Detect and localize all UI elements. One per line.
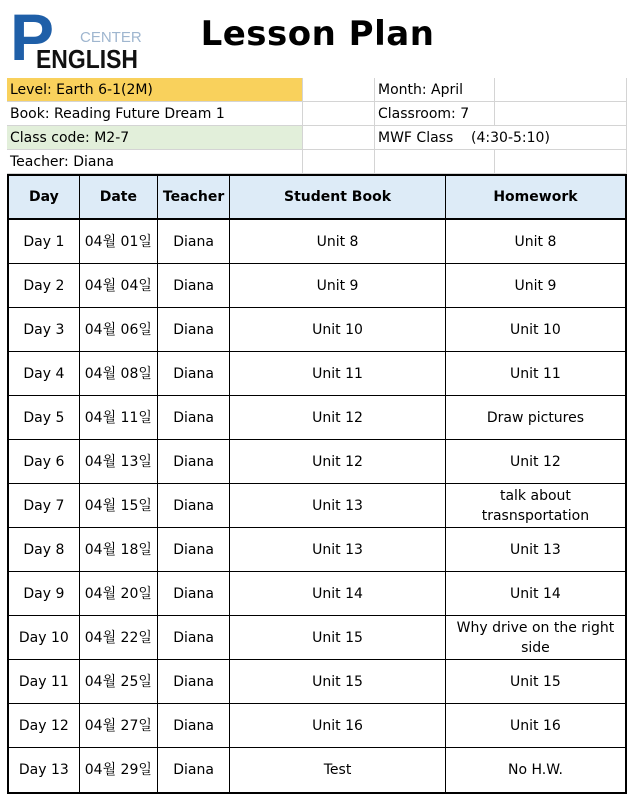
teacher-name-cell[interactable]: Diana bbox=[157, 352, 229, 396]
teacher-name-cell[interactable]: Diana bbox=[157, 308, 229, 352]
date-cell[interactable]: 04월 22일 bbox=[79, 616, 157, 660]
table-row bbox=[8, 440, 626, 484]
book-cell[interactable]: Book: Reading Future Dream 1 bbox=[7, 102, 303, 126]
homework-cell[interactable]: Unit 16 bbox=[445, 704, 626, 748]
empty-cell[interactable] bbox=[495, 102, 627, 126]
teacher-name-cell[interactable]: Diana bbox=[157, 660, 229, 704]
day-cell[interactable]: Day 2 bbox=[8, 264, 79, 308]
empty-cell[interactable] bbox=[375, 150, 495, 174]
day-cell[interactable]: Day 1 bbox=[8, 219, 79, 264]
teacher-name-cell[interactable]: Diana bbox=[157, 264, 229, 308]
teacher-name-cell[interactable]: Diana bbox=[157, 440, 229, 484]
student-book-cell[interactable]: Unit 15 bbox=[230, 660, 446, 704]
empty-cell[interactable] bbox=[495, 78, 627, 102]
homework-cell[interactable]: Unit 11 bbox=[445, 352, 626, 396]
svg-text:P: P bbox=[10, 0, 55, 74]
lesson-plan-table bbox=[7, 174, 627, 794]
table-row bbox=[8, 704, 626, 748]
svg-text:CENTER: CENTER bbox=[80, 29, 142, 46]
teacher-name-cell[interactable]: Diana bbox=[157, 484, 229, 528]
student-book-cell[interactable]: Unit 13 bbox=[230, 484, 446, 528]
homework-cell[interactable]: Unit 10 bbox=[445, 308, 626, 352]
header-date[interactable]: Date bbox=[79, 175, 157, 219]
date-cell[interactable]: 04월 06일 bbox=[79, 308, 157, 352]
date-cell[interactable]: 04월 27일 bbox=[79, 704, 157, 748]
student-book-cell[interactable]: Unit 15 bbox=[230, 616, 446, 660]
date-cell[interactable]: 04월 13일 bbox=[79, 440, 157, 484]
empty-cell[interactable] bbox=[303, 78, 375, 102]
homework-cell[interactable]: No H.W. bbox=[445, 748, 626, 794]
homework-cell[interactable]: Why drive on the right side bbox=[445, 616, 626, 660]
day-cell[interactable]: Day 13 bbox=[8, 748, 79, 794]
empty-cell[interactable] bbox=[303, 150, 375, 174]
homework-cell[interactable]: Unit 15 bbox=[445, 660, 626, 704]
date-cell[interactable]: 04월 04일 bbox=[79, 264, 157, 308]
teacher-name-cell[interactable]: Diana bbox=[157, 616, 229, 660]
table-row bbox=[8, 219, 626, 264]
header-day[interactable]: Day bbox=[8, 175, 79, 219]
page-title: Lesson Plan bbox=[200, 14, 435, 54]
teacher-name-cell[interactable]: Diana bbox=[157, 528, 229, 572]
date-cell[interactable]: 04월 15일 bbox=[79, 484, 157, 528]
table-row bbox=[8, 748, 626, 794]
month-cell[interactable]: Month: April bbox=[375, 78, 495, 102]
homework-cell[interactable]: talk about trasnsportation bbox=[445, 484, 626, 528]
header-homework[interactable]: Homework bbox=[445, 175, 626, 219]
teacher-cell[interactable]: Teacher: Diana bbox=[7, 150, 303, 174]
student-book-cell[interactable]: Unit 12 bbox=[230, 396, 446, 440]
empty-cell[interactable] bbox=[495, 150, 627, 174]
homework-cell[interactable]: Draw pictures bbox=[445, 396, 626, 440]
day-cell[interactable]: Day 11 bbox=[8, 660, 79, 704]
teacher-name-cell[interactable]: Diana bbox=[157, 572, 229, 616]
table-row bbox=[8, 352, 626, 396]
teacher-name-cell[interactable]: Diana bbox=[157, 396, 229, 440]
table-row bbox=[8, 660, 626, 704]
date-cell[interactable]: 04월 29일 bbox=[79, 748, 157, 794]
day-cell[interactable]: Day 4 bbox=[8, 352, 79, 396]
day-cell[interactable]: Day 5 bbox=[8, 396, 79, 440]
header-teacher[interactable]: Teacher bbox=[157, 175, 229, 219]
student-book-cell[interactable]: Test bbox=[230, 748, 446, 794]
date-cell[interactable]: 04월 25일 bbox=[79, 660, 157, 704]
day-cell[interactable]: Day 3 bbox=[8, 308, 79, 352]
homework-cell[interactable]: Unit 9 bbox=[445, 264, 626, 308]
table-row bbox=[8, 528, 626, 572]
table-row bbox=[8, 572, 626, 616]
table-row bbox=[8, 308, 626, 352]
student-book-cell[interactable]: Unit 13 bbox=[230, 528, 446, 572]
student-book-cell[interactable]: Unit 12 bbox=[230, 440, 446, 484]
schedule-cell[interactable]: MWF Class (4:30-5:10) bbox=[375, 126, 627, 150]
table-row bbox=[8, 484, 626, 528]
student-book-cell[interactable]: Unit 14 bbox=[230, 572, 446, 616]
level-cell[interactable]: Level: Earth 6-1(2M) bbox=[7, 78, 303, 102]
teacher-name-cell[interactable]: Diana bbox=[157, 219, 229, 264]
svg-text:ENGLISH: ENGLISH bbox=[36, 44, 138, 74]
header-student-book[interactable]: Student Book bbox=[230, 175, 446, 219]
teacher-name-cell[interactable]: Diana bbox=[157, 748, 229, 794]
teacher-name-cell[interactable]: Diana bbox=[157, 704, 229, 748]
homework-cell[interactable]: Unit 14 bbox=[445, 572, 626, 616]
classroom-cell[interactable]: Classroom: 7 bbox=[375, 102, 495, 126]
student-book-cell[interactable]: Unit 16 bbox=[230, 704, 446, 748]
date-cell[interactable]: 04월 08일 bbox=[79, 352, 157, 396]
day-cell[interactable]: Day 7 bbox=[8, 484, 79, 528]
student-book-cell[interactable]: Unit 8 bbox=[230, 219, 446, 264]
day-cell[interactable]: Day 8 bbox=[8, 528, 79, 572]
date-cell[interactable]: 04월 11일 bbox=[79, 396, 157, 440]
empty-cell[interactable] bbox=[303, 102, 375, 126]
date-cell[interactable]: 04월 18일 bbox=[79, 528, 157, 572]
date-cell[interactable]: 04월 01일 bbox=[79, 219, 157, 264]
center-english-logo bbox=[10, 0, 142, 74]
student-book-cell[interactable]: Unit 9 bbox=[230, 264, 446, 308]
date-cell[interactable]: 04월 20일 bbox=[79, 572, 157, 616]
student-book-cell[interactable]: Unit 11 bbox=[230, 352, 446, 396]
class-info-grid bbox=[7, 78, 627, 174]
class-code-cell[interactable]: Class code: M2-7 bbox=[7, 126, 303, 150]
homework-cell[interactable]: Unit 13 bbox=[445, 528, 626, 572]
homework-cell[interactable]: Unit 12 bbox=[445, 440, 626, 484]
student-book-cell[interactable]: Unit 10 bbox=[230, 308, 446, 352]
day-cell[interactable]: Day 6 bbox=[8, 440, 79, 484]
table-row bbox=[8, 396, 626, 440]
table-row bbox=[8, 616, 626, 660]
table-header-row bbox=[8, 175, 626, 219]
day-cell[interactable]: Day 9 bbox=[8, 572, 79, 616]
empty-cell[interactable] bbox=[303, 126, 375, 150]
table-row bbox=[8, 264, 626, 308]
homework-cell[interactable]: Unit 8 bbox=[445, 219, 626, 264]
day-cell[interactable]: Day 10 bbox=[8, 616, 79, 660]
day-cell[interactable]: Day 12 bbox=[8, 704, 79, 748]
